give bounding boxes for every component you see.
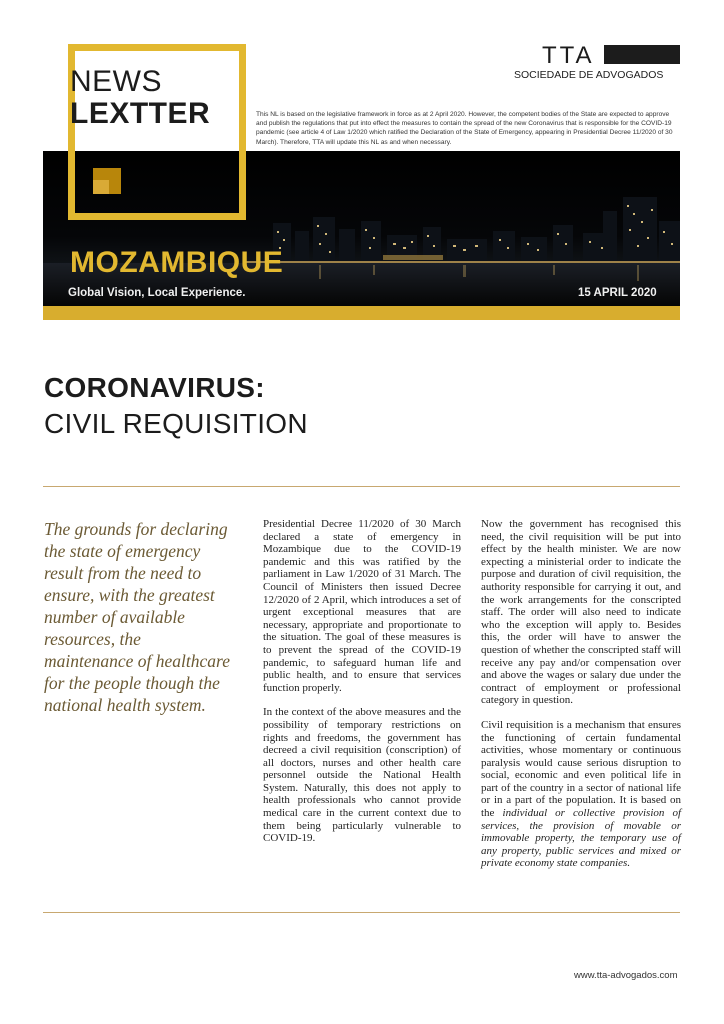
website-link[interactable]: www.tta-advogados.com xyxy=(574,970,678,981)
paragraph: In the context of the above measures and the possibility of temporary restrictions on rights and freedoms, the government has decreed a civil requisition (conscription) of all doctors, nurses and other health care personnel outside the National Health System. Naturally, this does not apply to health professionals who cannot provide medical care in the current context due to them being particularly vulnerable to COVID-19. xyxy=(263,706,461,845)
country-heading: MOZAMBIQUE xyxy=(70,246,284,279)
firm-subtitle: SOCIEDADE DE ADVOGADOS xyxy=(514,69,664,81)
body-column-2 xyxy=(481,518,681,882)
paragraph-text: Civil requisition is a mechanism that ensures the functioning of certain fundamental activities, whose momentary or continuous paralysis would cause serious disruption to social, economic and even political life in part of the country in a sector of national life or in a part of the population. It is based on the xyxy=(481,718,681,820)
decorative-square-inner xyxy=(93,180,109,194)
paragraph xyxy=(481,719,681,870)
tagline: Global Vision, Local Experience. xyxy=(68,287,246,299)
body-column-1 xyxy=(263,518,461,857)
pull-quote: The grounds for declaring the state of emergency result from the need to ensure, with the greatest number of available resources, the maintenance of healthcare for the people though the national health system. xyxy=(44,519,230,715)
firm-logo-text: TTA xyxy=(542,42,595,69)
article-title-line1: CORONAVIRUS: xyxy=(44,372,265,403)
divider-bottom xyxy=(43,912,680,913)
newsletter-title-news: NEWS xyxy=(70,65,162,98)
banner-gold-strip xyxy=(43,306,680,320)
paragraph: Now the government has recognised this need, the civil requisition will be put into effect by the health minister. We are now expecting a ministerial order to indicate the purpose and duration of civil requisition, the authority responsible for carrying it out, and the work arrangements for the conscripted staff. The order will also need to indicate who the exception will apply to. Besides this, the order will have to answer the question of whether the conscripted staff will receive any pay and/or compensation over and above the wages or salary due under the contract of employment or professional category in question. xyxy=(481,518,681,707)
paragraph: Presidential Decree 11/2020 of 30 March declared a state of emergency in Mozambique due to the COVID-19 pandemic and this was ratified by the parliament in Law 1/2020 of 31 March. The Council of Ministers then issued Decree 12/2020 of 2 April, which introduces a set of urgent exceptional measures that are necessary, appropriate and proportionate to the situation. The goal of these measures is to prevent the spread of the COVID-19 pandemic, to safeguard human life and public health, and to ensure that services function properly. xyxy=(263,518,461,694)
paragraph-italic-text: individual or collective provision of services, the provision of movable or immovable property, the temporary use of any property, public services and mixed or private economy state companies. xyxy=(481,807,681,870)
publication-date: 15 APRIL 2020 xyxy=(578,287,657,299)
divider-top xyxy=(43,486,680,487)
disclaimer-note: This NL is based on the legislative framework in force as at 2 April 2020. However, the competent bodies of the State are expected to approve and publish the regulations that put into effect the measures to contain the spread of the new Coronavirus that is responsible for the COVID-19 pandemic (see article 4 of Law 1/2020 which ratified the Declaration of the State of Emergency, appearing in Presidential Decree 11/2020 of 30 March). Therefore, TTA will update this NL as and when necessary. xyxy=(256,111,673,146)
article-title-line2: CIVIL REQUISITION xyxy=(44,408,308,439)
firm-logo-bar xyxy=(604,45,680,64)
newsletter-title-lexter: LEXTTER xyxy=(70,97,211,130)
